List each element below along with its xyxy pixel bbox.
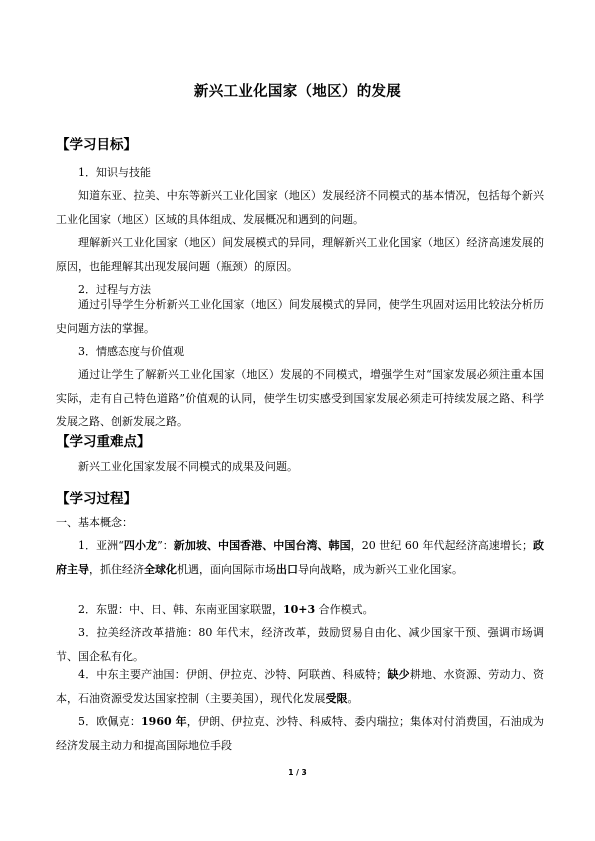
- knowledge-paragraph-1: 知道东亚、拉美、中东等新兴工业化国家（地区）发展经济不同模式的基本情况，包括每个新兴工业化国家（地区）区域的具体组成、发展概况和遇到的问题。: [56, 189, 544, 226]
- section-heading-key-points: 【学习重难点】: [56, 434, 151, 450]
- values-paragraph: 通过让学生了解新兴工业化国家（地区）发展的不同模式，增强学生对“国家发展必须注重本国实际，走有自己特色道路”价值观的认同，使学生切实感受到国家发展必须走可持续发展之路、科学发展之路、创新发展之路。: [56, 368, 544, 428]
- process-method-paragraph: 通过引导学生分析新兴工业化国家（地区）间发展模式的异同，使学生巩固对运用比较法分析历史问题方法的掌握。: [56, 298, 544, 335]
- concept-item-4: 4．中东主要产油国：伊朗、伊拉克、沙特、阿联酋、科威特；缺少耕地、水资源、劳动力、资本，石油资源受发达国家控制（主要美国），现代化发展受限。: [56, 668, 545, 705]
- values-title: 3．情感态度与价值观: [78, 345, 184, 358]
- page-title: 新兴工业化国家（地区）的发展: [193, 84, 402, 100]
- concept-item-5: 5．欧佩克：1960 年，伊朗、伊拉克、沙特、科威特、委内瑞拉；集体对付消费国，石油成为经济发展主动力和提高国际地位手段: [56, 715, 544, 752]
- concept-item-1: 1．亚洲“四小龙”：新加坡、中国香港、中国台湾、韩国，20 世纪 60 年代起经济高速增长；政府主导，抓住经济全球化机遇，面向国际市场出口导向战略，成为新兴工业化国家。: [56, 539, 545, 576]
- basic-concepts-title: 一、基本概念：: [56, 516, 133, 529]
- concept-item-3: 3．拉美经济改革措施：80 年代末，经济改革，鼓励贸易自由化、减少国家干预、强调市场调节、国企私有化。: [56, 626, 544, 663]
- knowledge-skills-title: 1．知识与技能: [78, 166, 151, 179]
- section-heading-process: 【学习过程】: [56, 491, 137, 507]
- knowledge-paragraph-2: 理解新兴工业化国家（地区）间发展模式的异同，理解新兴工业化国家（地区）经济高速发展的原因，也能理解其出现发展问题（瓶颈）的原因。: [56, 236, 544, 273]
- page-indicator: 1 / 3: [288, 768, 307, 777]
- key-points-text: 新兴工业化国家发展不同模式的成果及问题。: [78, 460, 298, 473]
- concept-item-2: 2．东盟：中、日、韩、东南亚国家联盟，10+3 合作模式。: [78, 603, 374, 616]
- process-method-title: 2．过程与方法: [78, 283, 151, 296]
- section-heading-goals: 【学习目标】: [56, 137, 137, 153]
